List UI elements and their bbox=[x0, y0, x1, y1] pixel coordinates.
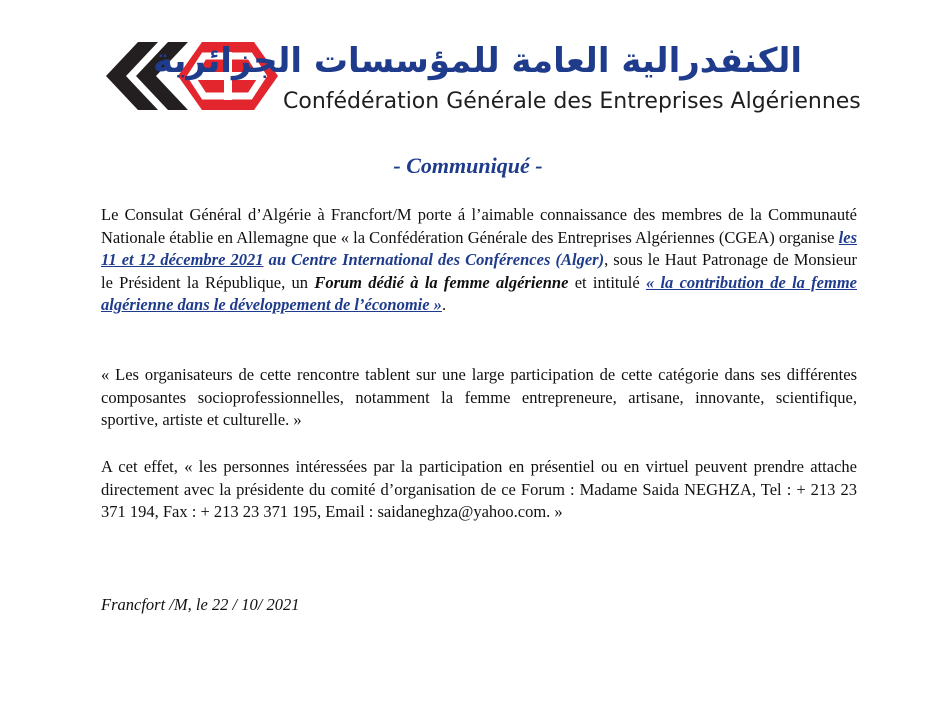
event-dates: les 11 et 12 décembre 2021 bbox=[101, 227, 857, 270]
signature-place-date: Francfort /M, le 22 / 10/ 2021 bbox=[101, 595, 300, 614]
org-name-arabic: الكنفدرالية العامة للمؤسسات الجزائرية bbox=[153, 41, 802, 81]
paragraph-announcement bbox=[101, 204, 857, 317]
paragraph-text: Le Consulat Général d’Algérie à Francfort/M porte á l’aimable connaissance des membres de la Communauté Nationale établie en Allemagne que « la Confédération Générale des Entreprises Algériennes (CGEA) organise bbox=[101, 205, 857, 247]
document-title: - Communiqué - bbox=[393, 153, 543, 178]
paragraph-text: . bbox=[441, 295, 447, 315]
paragraph-text: , sous le Haut Patronage de Monsieur le Président la République, un bbox=[101, 250, 857, 292]
paragraph-text: et intitulé bbox=[568, 272, 646, 292]
event-venue: au Centre International des Conférences (Alger) bbox=[263, 250, 605, 270]
forum-topic: « la contribution de la femme algérienne dans le développement de l’économie » bbox=[101, 272, 857, 315]
org-name-french: Confédération Générale des Entreprises Algériennes bbox=[283, 89, 861, 114]
paragraph-organisers: « Les organisateurs de cette rencontre tablent sur une large participation de cette catégorie dans ses différentes composantes socioprofessionnelles, notamment la femme entrepreneure, artisane, innovante, scientifique, sportive, artiste et culturelle. » bbox=[101, 365, 857, 430]
paragraph-contact: A cet effet, « les personnes intéressées par la participation en présentiel ou en virtuel peuvent prendre attache directement avec la présidente du comité d’organisation de ce Forum : Madame Saida NEGHZA, Tel : + 213 23 371 194, Fax : + 213 23 371 195, Email : saidaneghza@yahoo.com. » bbox=[101, 457, 857, 522]
forum-name: Forum dédié à la femme algérienne bbox=[314, 272, 569, 292]
